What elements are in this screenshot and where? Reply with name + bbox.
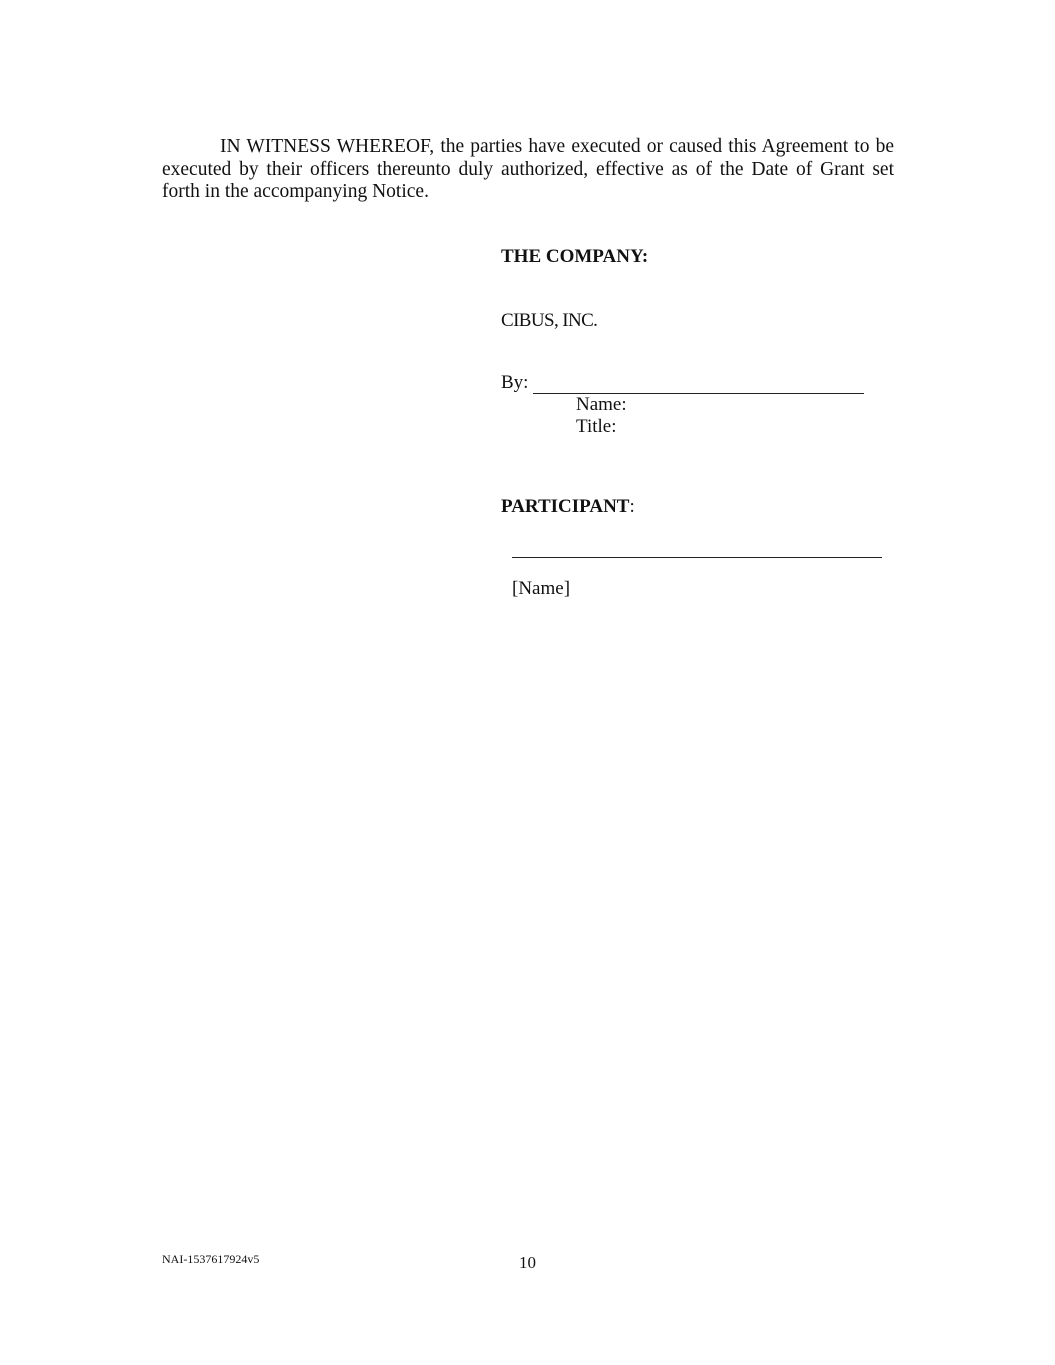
- company-heading: THE COMPANY:: [501, 246, 649, 267]
- by-label: By:: [501, 372, 529, 393]
- participant-signature-line: [512, 557, 882, 558]
- signatory-name-label: Name:: [576, 394, 627, 415]
- participant-heading-colon: :: [629, 496, 635, 517]
- footer-document-id: NAI-1537617924v5: [162, 1252, 260, 1266]
- company-signature-line: [533, 373, 864, 394]
- signatory-title-label: Title:: [576, 416, 617, 437]
- participant-heading-label: PARTICIPANT: [501, 496, 630, 517]
- witness-paragraph: IN WITNESS WHEREOF, the parties have executed or caused this Agreement to be executed by their officers thereunto duly authorized, effective as of the Date of Grant set forth in the accompanying Notice.: [162, 136, 894, 202]
- footer-page-number: 10: [519, 1253, 536, 1272]
- participant-heading: [501, 496, 635, 518]
- participant-name-placeholder: [Name]: [512, 578, 571, 599]
- company-signature-row: [501, 372, 864, 394]
- company-name: CIBUS, INC.: [501, 310, 598, 331]
